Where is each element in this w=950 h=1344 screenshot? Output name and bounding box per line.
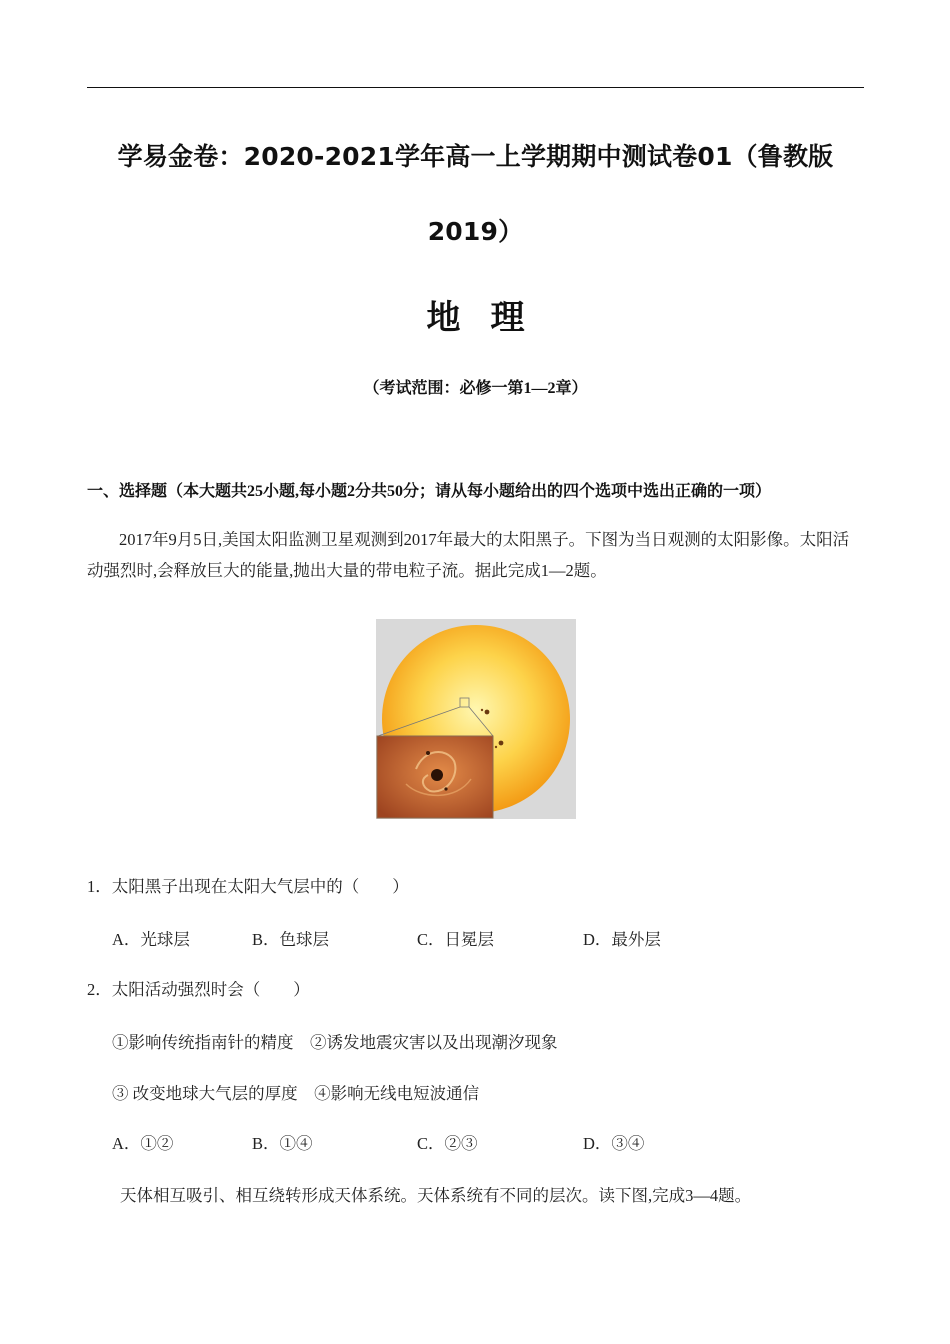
q2-option-d: D．③④ — [583, 1134, 645, 1153]
q2-option-b: B．①④ — [252, 1134, 313, 1153]
closeup-spot — [431, 769, 443, 781]
passage-intro: 2017年9月5日,美国太阳监测卫星观测到2017年最大的太阳黑子。下图为当日观测的太阳影像。太阳活动强烈时,会释放巨大的能量,抛出大量的带电粒子流。据此完成1—2题。 — [87, 530, 850, 580]
passage-intro-2: 天体相互吸引、相互绕转形成天体系统。天体系统有不同的层次。读下图,完成3—4题。 — [120, 1186, 752, 1205]
sun-sunspot-image — [376, 619, 576, 819]
sunspot — [499, 741, 504, 746]
question-2-stem: 2．太阳活动强烈时会（ ） — [87, 980, 310, 999]
sunspot — [485, 710, 490, 715]
q2-statements-1-2: ①影响传统指南针的精度 ②诱发地震灾害以及出现潮汐现象 — [112, 1033, 558, 1052]
section-heading: 一、选择题（本大题共25小题,每小题2分共50分；请从每小题给出的四个选项中选出正确的一项） — [87, 483, 772, 500]
sunspot — [495, 746, 497, 748]
q1-option-d: D．最外层 — [583, 930, 661, 949]
q2-option-a: A．①② — [112, 1134, 174, 1153]
exam-title-line2: 2019） — [427, 217, 524, 246]
q2-statements-3-4: ③ 改变地球大气层的厚度 ④影响无线电短波通信 — [112, 1084, 480, 1103]
closeup-spot — [426, 751, 430, 755]
q1-option-b: B．色球层 — [252, 930, 330, 949]
header-rule — [87, 87, 864, 88]
exam-range: （考试范围：必修一第1—2章） — [363, 380, 588, 397]
q1-option-a: A．光球层 — [112, 930, 190, 949]
closeup-spot — [444, 787, 447, 790]
q1-option-c: C．日冕层 — [417, 930, 495, 949]
subject-title: 地理 — [426, 298, 555, 338]
exam-title-line1: 学易金卷：2020-2021学年高一上学期期中测试卷01（鲁教版 — [117, 142, 834, 171]
q2-option-c: C．②③ — [417, 1134, 478, 1153]
question-1-stem: 1．太阳黑子出现在太阳大气层中的（ ） — [87, 877, 409, 896]
sunspot — [481, 709, 483, 711]
